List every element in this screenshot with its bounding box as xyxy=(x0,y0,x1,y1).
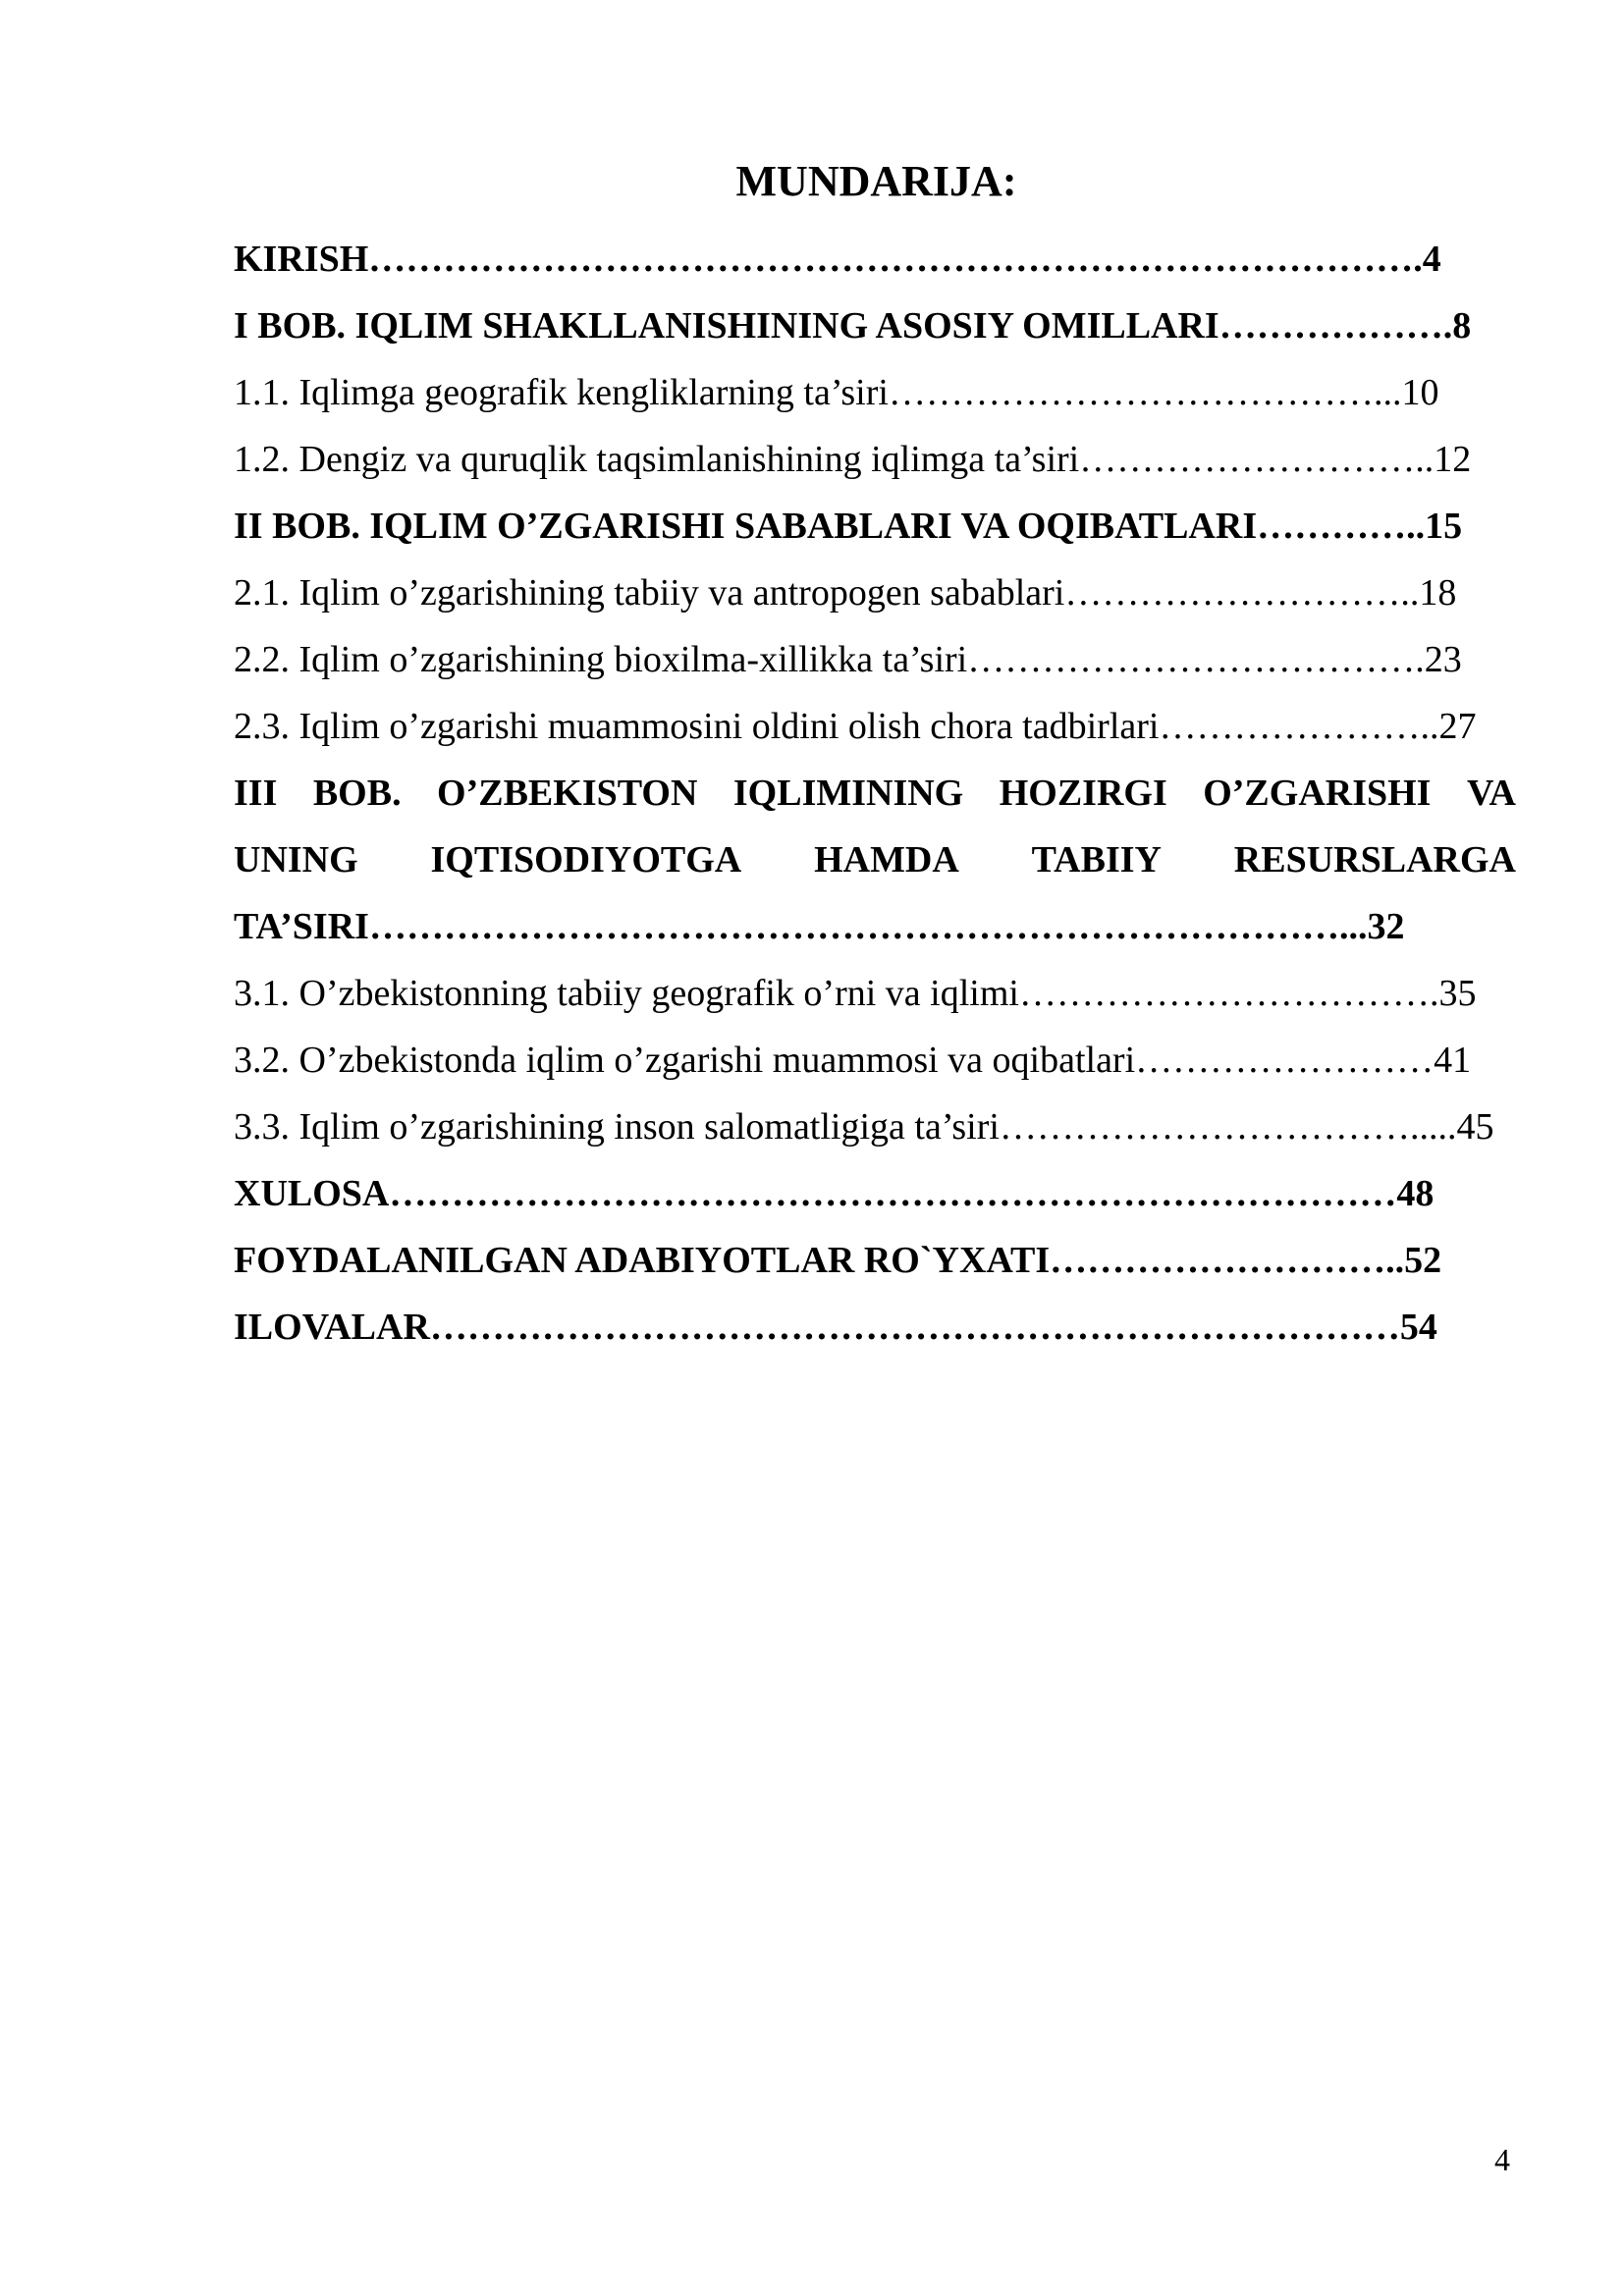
toc-entry-3-1: 3.1. O’zbekistonning tabiiy geografik o’rni va iqlimi…………………………….35 xyxy=(234,973,1477,1014)
toc-entry-xulosa: XULOSA………………………………………………………………………48 xyxy=(234,1173,1435,1214)
toc-entry-2-2: 2.2. Iqlim o’zgarishining bioxilma-xillikka ta’siri……………………………….23 xyxy=(234,639,1462,680)
toc-entry-chapter-3-line-3: TA’SIRI……………………………………………………………………...32 xyxy=(234,906,1405,947)
toc-entry-chapter-3-line-1 xyxy=(234,760,1516,827)
word: BOB. xyxy=(312,773,402,814)
toc-entry-3-3: 3.3. Iqlim o’zgarishining inson salomatligiga ta’siri…………………………….....45 xyxy=(234,1106,1494,1148)
word: III xyxy=(234,773,278,814)
word: TABIIY xyxy=(1031,839,1162,881)
toc-entry-chapter-1: I BOB. IQLIM SHAKLLANISHINING ASOSIY OMILLARI……………….8 xyxy=(234,305,1472,347)
toc-entry-chapter-3-line-2 xyxy=(234,827,1516,893)
word: HAMDA xyxy=(814,839,959,881)
toc-entry-appendices: ILOVALAR……………………………………………………………………54 xyxy=(234,1307,1437,1348)
word: IQTISODIYOTGA xyxy=(430,839,742,881)
toc-entry-chapter-2: II BOB. IQLIM O’ZGARISHI SABABLARI VA OQIBATLARI…………..15 xyxy=(234,506,1463,547)
word: UNING xyxy=(234,839,358,881)
toc-entry-3-2: 3.2. O’zbekistonda iqlim o’zgarishi muammosi va oqibatlari……………………41 xyxy=(234,1040,1472,1081)
toc-entry-2-3: 2.3. Iqlim o’zgarishi muammosini oldini olish chora tadbirlari…………………..27 xyxy=(234,706,1477,747)
table-of-contents xyxy=(234,226,1516,1361)
toc-entry-kirish: KIRISH………………………………………………………………………….4 xyxy=(234,239,1441,280)
page-number: 4 xyxy=(1494,2142,1510,2177)
toc-entry-references: FOYDALANILGAN ADABIYOTLAR RO`YXATI………………………..52 xyxy=(234,1240,1442,1281)
word: O’ZGARISHI xyxy=(1203,773,1432,814)
toc-entry-1-1: 1.1. Iqlimga geografik kengliklarning ta’siri…………………………………...10 xyxy=(234,372,1439,413)
toc-entry-1-2: 1.2. Dengiz va quruqlik taqsimlanishining iqlimga ta’siri………………………..12 xyxy=(234,439,1472,480)
toc-title: MUNDARIJA: xyxy=(735,157,1017,205)
word: IQLIMINING xyxy=(732,773,964,814)
toc-entry-2-1: 2.1. Iqlim o’zgarishining tabiiy va antropogen sabablari………………………..18 xyxy=(234,572,1457,614)
word: RESURSLARGA xyxy=(1233,839,1516,881)
word: VA xyxy=(1466,773,1516,814)
word: O’ZBEKISTON xyxy=(437,773,698,814)
word: HOZIRGI xyxy=(999,773,1167,814)
